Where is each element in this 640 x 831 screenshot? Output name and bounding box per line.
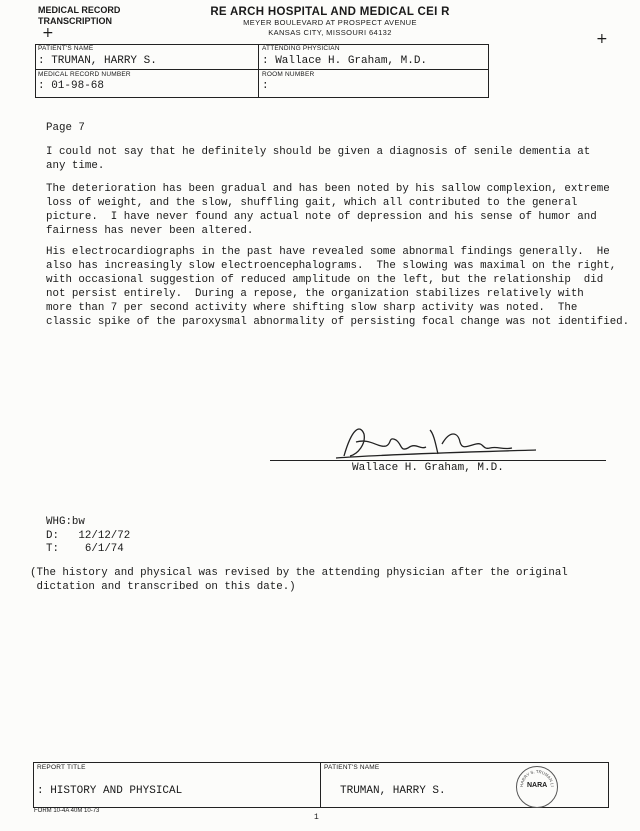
paragraph-3: His electrocardiographs in the past have revealed some abnormal findings generally. He also has increasingly slow electroencephalograms. The slowing was maximal on the right, with occasional suggestion of reduced amplitude on the left, but the relationship did not persist entirely. During a repose, the organization stabilizes relatively with more than 7 per second activity where shifting slow sharp activity was noted. The classic spike of the paroxysmal abnormality of persisting focal change was not identified. <box>46 246 630 328</box>
paragraph-2: The deterioration has been gradual and has been noted by his sallow complexion, extreme loss of weight, and the slow, shuffling gait, which all contributed to the general picture. I have never found any actual note of depression and his sense of humor and fairness has never been altered. <box>46 183 610 237</box>
footer-patient-name-label: PATIENT'S NAME <box>324 764 380 771</box>
report-title-label: REPORT TITLE <box>37 764 86 771</box>
document-type <box>38 5 120 27</box>
address-line2: KANSAS CITY, MISSOURI 64132 <box>268 28 392 37</box>
box-divider-vertical <box>258 44 259 97</box>
address-line1: MEYER BOULEVARD AT PROSPECT AVENUE <box>243 18 417 27</box>
hospital-header <box>190 6 470 38</box>
room-number-label: ROOM NUMBER <box>262 71 315 78</box>
registration-mark-right: + <box>596 31 608 47</box>
doc-type-line1: MEDICAL RECORD <box>38 5 121 15</box>
page-number: Page 7 <box>46 122 85 134</box>
patient-name-value: : TRUMAN, HARRY S. <box>38 55 157 67</box>
form-number: FORM 10-4A 40M 10-73 <box>34 808 100 814</box>
typed-physician-name: Wallace H. Graham, M.D. <box>352 462 504 474</box>
attending-physician-label: ATTENDING PHYSICIAN <box>262 45 340 52</box>
signature-line <box>270 460 606 461</box>
doc-type-line2: TRANSCRIPTION <box>38 16 112 26</box>
stamp-text: NARA <box>527 782 548 789</box>
paragraph-1: I could not say that he definitely should be given a diagnosis of senile dementia at any time. <box>46 146 591 172</box>
handwritten-signature <box>330 420 540 464</box>
registration-mark-left: + <box>42 25 54 41</box>
attending-physician-value: : Wallace H. Graham, M.D. <box>262 55 428 67</box>
transcriber-initials: WHG:bw <box>46 516 85 528</box>
archive-stamp <box>516 766 558 808</box>
hospital-name: RE ARCH HOSPITAL AND MEDICAL CEI R <box>210 6 450 18</box>
footer-divider <box>320 762 321 807</box>
record-number-label: MEDICAL RECORD NUMBER <box>38 71 131 78</box>
dictation-date: D: 12/12/72 <box>46 530 131 542</box>
svg-text:HARRY S. TRUMAN LIBRARY: HARRY S. TRUMAN LI <box>518 768 556 788</box>
page-mark: 1 <box>314 813 319 822</box>
patient-name-label: PATIENT'S NAME <box>38 45 94 52</box>
box-divider-horizontal <box>35 69 488 70</box>
room-number-value: : <box>262 80 269 92</box>
transcription-date: T: 6/1/74 <box>46 543 124 555</box>
record-number-value: : 01-98-68 <box>38 80 105 92</box>
report-title-value: : HISTORY AND PHYSICAL <box>37 785 183 797</box>
footer-patient-name-value: TRUMAN, HARRY S. <box>340 785 446 797</box>
revision-note: (The history and physical was revised by the attending physician after the original dictation and transcribed on this date.) <box>30 567 568 593</box>
